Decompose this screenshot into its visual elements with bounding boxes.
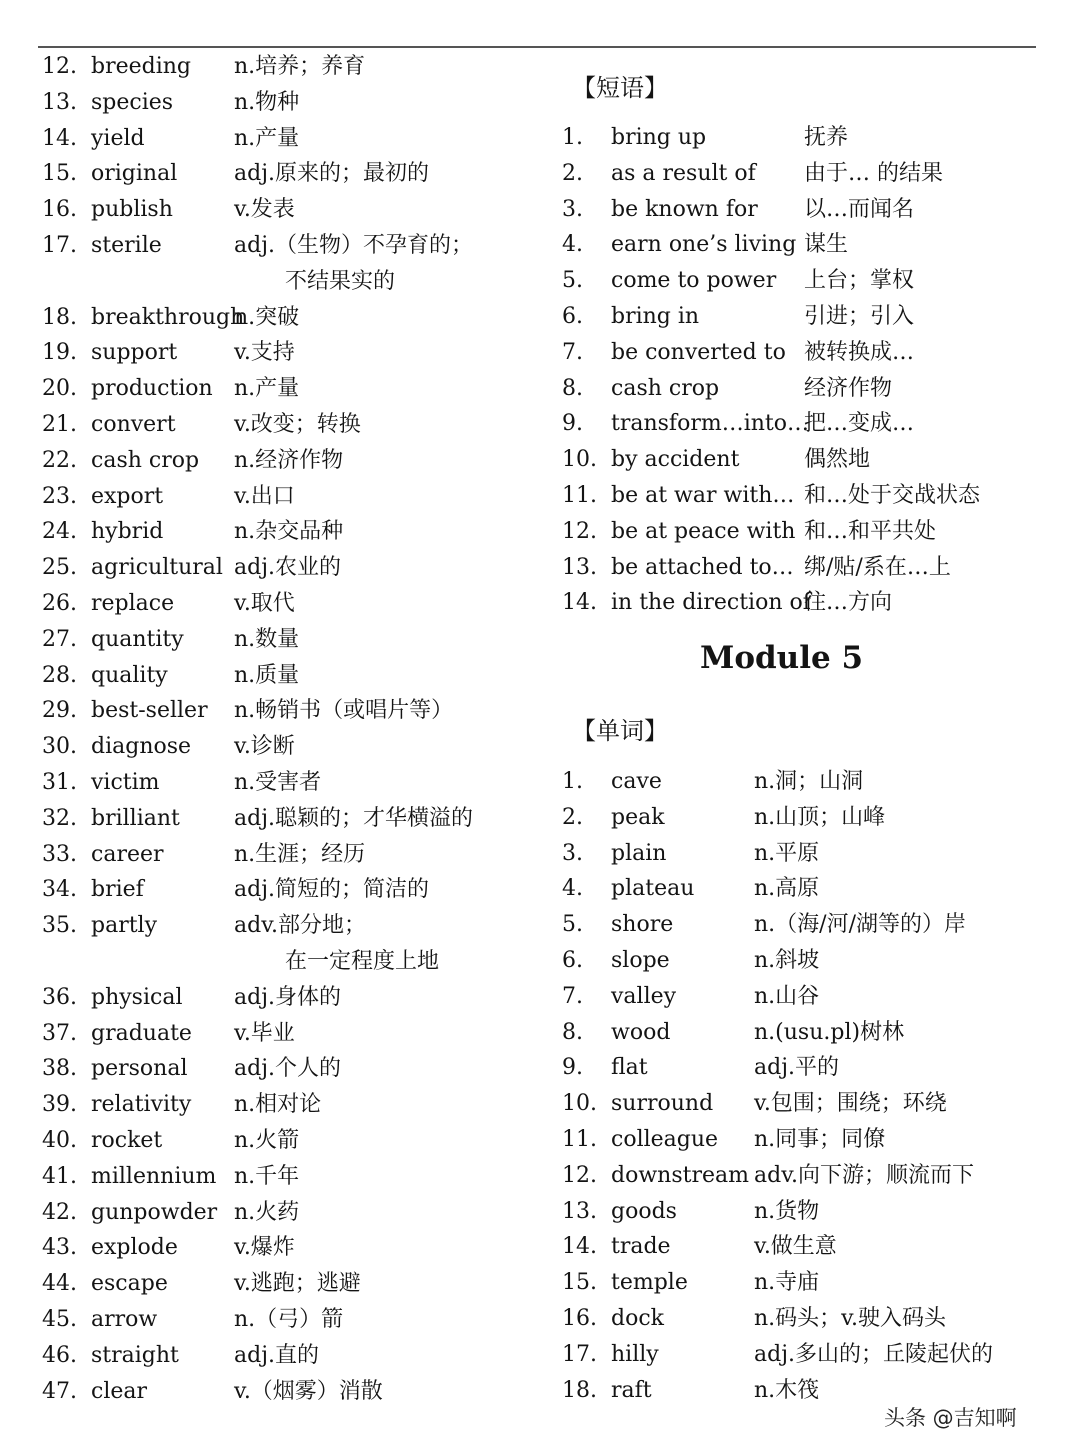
entry-meaning: v.支持 xyxy=(234,340,295,365)
entry-meaning: 经济作物 xyxy=(804,376,893,401)
entry-meaning: n.数量 xyxy=(234,627,300,652)
entry-number: 7. xyxy=(562,984,583,1009)
entry-word: career xyxy=(91,842,164,867)
entry-meaning: n.货物 xyxy=(754,1199,820,1224)
entry-word: straight xyxy=(91,1343,179,1368)
entry-number: 6. xyxy=(562,948,583,973)
entry-meaning: v.包围；围绕；环绕 xyxy=(754,1091,947,1116)
entry-word: diagnose xyxy=(91,734,192,759)
entry-meaning: adj.多山的；丘陵起伏的 xyxy=(754,1342,994,1367)
entry-number: 5. xyxy=(562,912,583,937)
entry-word: in the direction of xyxy=(611,590,811,615)
entry-word: be at peace with xyxy=(611,519,796,544)
entry-number: 40. xyxy=(42,1128,77,1153)
words-heading: 【单词】 xyxy=(572,717,668,745)
entry-number: 12. xyxy=(42,54,77,79)
entry-meaning: v.改变；转换 xyxy=(234,412,361,437)
entry-word: rocket xyxy=(91,1128,163,1153)
entry-meaning: v.爆炸 xyxy=(234,1235,295,1260)
entry-number: 18. xyxy=(42,305,77,330)
entry-number: 38. xyxy=(42,1056,77,1081)
entry-number: 30. xyxy=(42,734,77,759)
entry-number: 8. xyxy=(562,1020,583,1045)
entry-word: publish xyxy=(91,197,173,222)
entry-number: 13. xyxy=(562,555,597,580)
module-title: Module 5 xyxy=(700,640,864,676)
entry-meaning: n.斜坡 xyxy=(754,948,820,973)
entry-meaning: 偶然地 xyxy=(804,447,871,472)
entry-word: brilliant xyxy=(91,806,180,831)
entry-number: 11. xyxy=(562,1127,597,1152)
watermark: 头条 @吉知啊 xyxy=(884,1406,1017,1430)
entry-word: original xyxy=(91,161,178,186)
entry-word: personal xyxy=(91,1056,188,1081)
entry-number: 1. xyxy=(562,769,583,794)
entry-meaning: n.生涯；经历 xyxy=(234,842,366,867)
entry-meaning: 引进；引入 xyxy=(804,304,915,329)
entry-word: species xyxy=(91,90,174,115)
entry-meaning: 和…处于交战状态 xyxy=(804,483,981,508)
entry-number: 2. xyxy=(562,161,583,186)
entry-meaning: n.洞；山洞 xyxy=(754,769,864,794)
entry-meaning: n.经济作物 xyxy=(234,448,344,473)
entry-word: relativity xyxy=(91,1092,192,1117)
entry-word: come to power xyxy=(611,268,777,293)
entry-word: valley xyxy=(611,984,677,1009)
entry-number: 10. xyxy=(562,1091,597,1116)
entry-word: colleague xyxy=(611,1127,719,1152)
entry-word: explode xyxy=(91,1235,178,1260)
entry-number: 2. xyxy=(562,805,583,830)
entry-number: 47. xyxy=(42,1379,77,1404)
entry-number: 7. xyxy=(562,340,583,365)
entry-meaning: adj.个人的 xyxy=(234,1056,342,1081)
entry-word: production xyxy=(91,376,213,401)
entry-word: arrow xyxy=(91,1307,158,1332)
entry-word: cave xyxy=(611,769,662,794)
top-rule xyxy=(38,46,1036,48)
entry-number: 37. xyxy=(42,1021,77,1046)
entry-meaning: v.取代 xyxy=(234,591,295,616)
entry-meaning: v.毕业 xyxy=(234,1021,295,1046)
entry-number: 10. xyxy=(562,447,597,472)
entry-meaning: adj.直的 xyxy=(234,1343,320,1368)
entry-number: 45. xyxy=(42,1307,77,1332)
entry-word: be converted to xyxy=(611,340,786,365)
entry-meaning: adj.农业的 xyxy=(234,555,342,580)
entry-meaning: n.相对论 xyxy=(234,1092,322,1117)
entry-meaning: 以…而闻名 xyxy=(804,197,915,222)
entry-number: 17. xyxy=(42,233,77,258)
entry-word: physical xyxy=(91,985,183,1010)
entry-meaning: 抚养 xyxy=(804,125,849,150)
entry-word: export xyxy=(91,484,164,509)
entry-number: 22. xyxy=(42,448,77,473)
entry-meaning: n.培养；养育 xyxy=(234,54,366,79)
entry-meaning: v.发表 xyxy=(234,197,295,222)
entry-number: 14. xyxy=(562,1234,597,1259)
entry-word: as a result of xyxy=(611,161,756,186)
entry-meaning: n.（海/河/湖等的）岸 xyxy=(754,912,966,937)
entry-word: downstream xyxy=(611,1163,749,1188)
entry-meaning: v.诊断 xyxy=(234,734,295,759)
entry-meaning: n.山谷 xyxy=(754,984,820,1009)
entry-word: breeding xyxy=(91,54,192,79)
entry-number: 9. xyxy=(562,1055,583,1080)
entry-word: bring up xyxy=(611,125,707,150)
entry-meaning: n.山顶；山峰 xyxy=(754,805,886,830)
entry-meaning: adj.平的 xyxy=(754,1055,840,1080)
entry-number: 16. xyxy=(562,1306,597,1331)
entry-meaning: n.火箭 xyxy=(234,1128,300,1153)
entry-meaning: n.产量 xyxy=(234,376,300,401)
entry-meaning: n.码头；v.驶入码头 xyxy=(754,1306,946,1331)
entry-word: agricultural xyxy=(91,555,223,580)
phrases-heading: 【短语】 xyxy=(572,74,668,102)
entry-meaning: v.（烟雾）消散 xyxy=(234,1379,383,1404)
entry-word: dock xyxy=(611,1306,664,1331)
entry-number: 17. xyxy=(562,1342,597,1367)
entry-meaning: n.高原 xyxy=(754,876,820,901)
entry-word: wood xyxy=(611,1020,671,1045)
entry-meaning: 绑/贴/系在…上 xyxy=(804,555,951,580)
entry-number: 43. xyxy=(42,1235,77,1260)
entry-number: 14. xyxy=(42,126,77,151)
entry-meaning: v.逃跑；逃避 xyxy=(234,1271,361,1296)
entry-meaning: adj.身体的 xyxy=(234,985,342,1010)
entry-number: 15. xyxy=(42,161,77,186)
entry-word: sterile xyxy=(91,233,162,258)
entry-word: millennium xyxy=(91,1164,217,1189)
entry-number: 35. xyxy=(42,913,77,938)
entry-number: 4. xyxy=(562,232,583,257)
entry-number: 28. xyxy=(42,663,77,688)
entry-number: 29. xyxy=(42,698,77,723)
entry-meaning: n.物种 xyxy=(234,90,300,115)
entry-meaning: 被转换成… xyxy=(804,340,915,365)
entry-meaning: n.平原 xyxy=(754,841,820,866)
entry-number: 24. xyxy=(42,519,77,544)
entry-meaning: adv.向下游；顺流而下 xyxy=(754,1163,975,1188)
entry-meaning: v.做生意 xyxy=(754,1234,837,1259)
entry-meaning: n.质量 xyxy=(234,663,300,688)
entry-word: cash crop xyxy=(91,448,200,473)
entry-meaning: n.杂交品种 xyxy=(234,519,344,544)
entry-word: trade xyxy=(611,1234,671,1259)
entry-number: 19. xyxy=(42,340,77,365)
entry-meaning: n.（弓）箭 xyxy=(234,1307,344,1332)
entry-word: clear xyxy=(91,1379,148,1404)
entry-number: 5. xyxy=(562,268,583,293)
entry-word: transform…into… xyxy=(611,411,809,436)
entry-word: peak xyxy=(611,805,665,830)
entry-number: 3. xyxy=(562,197,583,222)
entry-meaning: v.出口 xyxy=(234,484,295,509)
entry-word: escape xyxy=(91,1271,168,1296)
entry-meaning: 由于… 的结果 xyxy=(804,161,943,186)
entry-number: 41. xyxy=(42,1164,77,1189)
entry-word: goods xyxy=(611,1199,677,1224)
entry-word: hilly xyxy=(611,1342,659,1367)
entry-meaning: n.产量 xyxy=(234,126,300,151)
entry-number: 3. xyxy=(562,841,583,866)
entry-number: 27. xyxy=(42,627,77,652)
entry-number: 25. xyxy=(42,555,77,580)
entry-word: breakthrough xyxy=(91,305,245,330)
entry-meaning: 把…变成… xyxy=(804,411,915,436)
entry-meaning-cont: 不结果实的 xyxy=(285,269,396,294)
entry-meaning: 谋生 xyxy=(804,232,849,257)
entry-number: 31. xyxy=(42,770,77,795)
entry-meaning: n.千年 xyxy=(234,1164,300,1189)
entry-word: cash crop xyxy=(611,376,720,401)
entry-word: by accident xyxy=(611,447,740,472)
entry-number: 20. xyxy=(42,376,77,401)
entry-word: slope xyxy=(611,948,670,973)
entry-number: 16. xyxy=(42,197,77,222)
entry-number: 11. xyxy=(562,483,597,508)
entry-number: 15. xyxy=(562,1270,597,1295)
entry-number: 18. xyxy=(562,1378,597,1403)
entry-word: support xyxy=(91,340,178,365)
entry-number: 13. xyxy=(42,90,77,115)
entry-meaning: n.畅销书（或唱片等） xyxy=(234,698,454,723)
entry-word: quantity xyxy=(91,627,184,652)
entry-number: 34. xyxy=(42,877,77,902)
entry-word: brief xyxy=(91,877,144,902)
entry-word: convert xyxy=(91,412,176,437)
entry-word: flat xyxy=(611,1055,648,1080)
entry-meaning: 和…和平共处 xyxy=(804,519,937,544)
entry-meaning: n.寺庙 xyxy=(754,1270,820,1295)
entry-word: replace xyxy=(91,591,175,616)
entry-meaning: adj.原来的；最初的 xyxy=(234,161,430,186)
entry-number: 1. xyxy=(562,125,583,150)
entry-number: 39. xyxy=(42,1092,77,1117)
entry-number: 44. xyxy=(42,1271,77,1296)
entry-meaning: n.突破 xyxy=(234,305,300,330)
entry-number: 12. xyxy=(562,1163,597,1188)
entry-number: 33. xyxy=(42,842,77,867)
entry-number: 46. xyxy=(42,1343,77,1368)
entry-word: bring in xyxy=(611,304,700,329)
entry-meaning-cont: 在一定程度上地 xyxy=(285,949,440,974)
entry-word: plain xyxy=(611,841,667,866)
entry-word: be attached to… xyxy=(611,555,794,580)
entry-number: 12. xyxy=(562,519,597,544)
entry-number: 6. xyxy=(562,304,583,329)
entry-number: 32. xyxy=(42,806,77,831)
entry-meaning: 往…方向 xyxy=(804,590,893,615)
entry-word: be at war with… xyxy=(611,483,795,508)
entry-meaning: n.(usu.pl)树林 xyxy=(754,1020,905,1045)
entry-number: 36. xyxy=(42,985,77,1010)
entry-word: be known for xyxy=(611,197,758,222)
entry-meaning: 上台；掌权 xyxy=(804,268,915,293)
entry-number: 26. xyxy=(42,591,77,616)
entry-word: raft xyxy=(611,1378,652,1403)
entry-word: hybrid xyxy=(91,519,164,544)
entry-meaning: adj.（生物）不孕育的； xyxy=(234,233,474,258)
entry-number: 23. xyxy=(42,484,77,509)
entry-meaning: adj.简短的；简洁的 xyxy=(234,877,430,902)
entry-number: 21. xyxy=(42,412,77,437)
entry-word: shore xyxy=(611,912,674,937)
entry-meaning: n.火药 xyxy=(234,1200,300,1225)
entry-number: 9. xyxy=(562,411,583,436)
entry-number: 42. xyxy=(42,1200,77,1225)
entry-number: 13. xyxy=(562,1199,597,1224)
entry-word: quality xyxy=(91,663,168,688)
entry-word: temple xyxy=(611,1270,688,1295)
entry-word: yield xyxy=(91,126,145,151)
entry-word: best-seller xyxy=(91,698,208,723)
entry-meaning: n.受害者 xyxy=(234,770,322,795)
entry-meaning: adv.部分地； xyxy=(234,913,367,938)
entry-word: surround xyxy=(611,1091,714,1116)
entry-word: partly xyxy=(91,913,158,938)
entry-word: plateau xyxy=(611,876,695,901)
entry-word: graduate xyxy=(91,1021,192,1046)
entry-word: victim xyxy=(91,770,160,795)
entry-word: gunpowder xyxy=(91,1200,218,1225)
entry-meaning: adj.聪颖的；才华横溢的 xyxy=(234,806,474,831)
entry-number: 14. xyxy=(562,590,597,615)
entry-meaning: n.木筏 xyxy=(754,1378,820,1403)
entry-number: 4. xyxy=(562,876,583,901)
entry-number: 8. xyxy=(562,376,583,401)
entry-word: earn one’s living xyxy=(611,232,797,257)
entry-meaning: n.同事；同僚 xyxy=(754,1127,886,1152)
